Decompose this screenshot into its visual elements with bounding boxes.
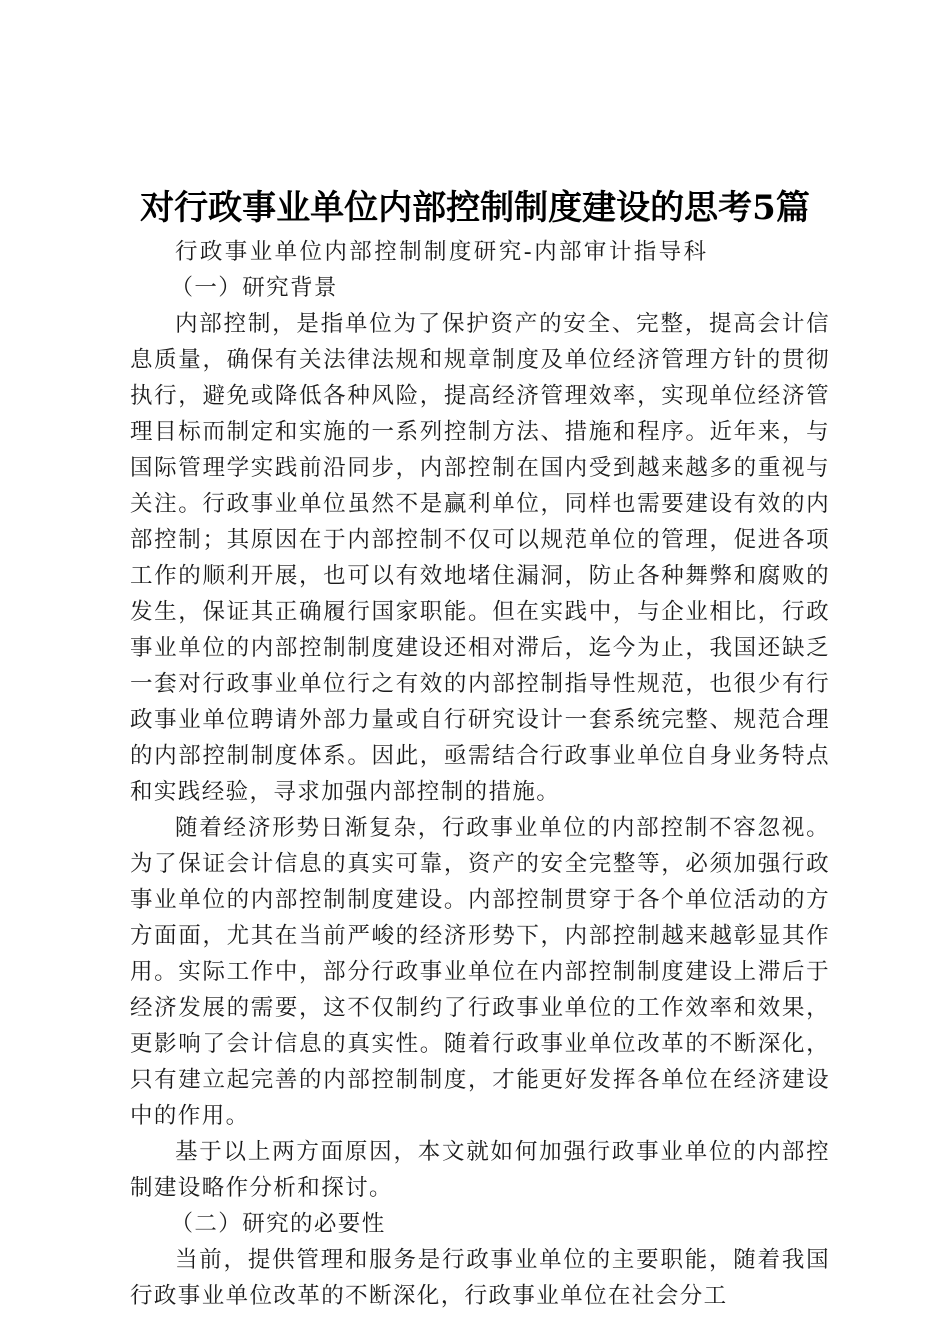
document-title: 对行政事业单位内部控制制度建设的思考5篇 xyxy=(140,188,810,228)
body-paragraph: 内部控制，是指单位为了保护资产的安全、完整，提高会计信息质量，确保有关法律法规和规章制度及单位经济管理方针的贯彻执行，避免或降低各种风险，提高经济管理效率，实现单位经济管理目标而制定和实施的一系列控制方法、措施和程序。近年来，与国际管理学实践前沿同步，内部控制在国内受到越来越多的重视与关注。行政事业单位虽然不是赢利单位，同样也需要建设有效的内部控制；其原因在于内部控制不仅可以规范单位的管理，促进各项工作的顺利开展，也可以有效地堵住漏洞，防止各种舞弊和腐败的发生，保证其正确履行国家职能。但在实践中，与企业相比，行政事业单位的内部控制制度建设还相对滞后，迄今为止，我国还缺乏一套对行政事业单位行之有效的内部控制指导性规范，也很少有行政事业单位聘请外部力量或自行研究设计一套系统完整、规范合理的内部控制制度体系。因此，亟需结合行政事业单位自身业务特点和实践经验，寻求加强内部控制的措施。 xyxy=(130,311,830,805)
document-body xyxy=(130,234,830,1314)
document-subtitle: 行政事业单位内部控制制度研究-内部审计指导科 xyxy=(175,239,709,265)
section-heading-background: （一）研究背景 xyxy=(170,275,338,301)
body-paragraph: 随着经济形势日渐复杂，行政事业单位的内部控制不容忽视。为了保证会计信息的真实可靠，资产的安全完整等，必须加强行政事业单位的内部控制制度建设。内部控制贯穿于各个单位活动的方方面面，尤其在当前严峻的经济形势下，内部控制越来越彰显其作用。实际工作中，部分行政事业单位在内部控制制度建设上滞后于经济发展的需要，这不仅制约了行政事业单位的工作效率和效果，更影响了会计信息的真实性。随着行政事业单位改革的不断深化，只有建立起完善的内部控制制度，才能更好发挥各单位在经济建设中的作用。 xyxy=(130,815,830,1129)
section-heading-necessity: （二）研究的必要性 xyxy=(170,1211,386,1237)
body-paragraph: 基于以上两方面原因，本文就如何加强行政事业单位的内部控制建设略作分析和探讨。 xyxy=(130,1139,830,1201)
body-paragraph: 当前，提供管理和服务是行政事业单位的主要职能，随着我国行政事业单位改革的不断深化，行政事业单位在社会分工 xyxy=(130,1247,830,1309)
